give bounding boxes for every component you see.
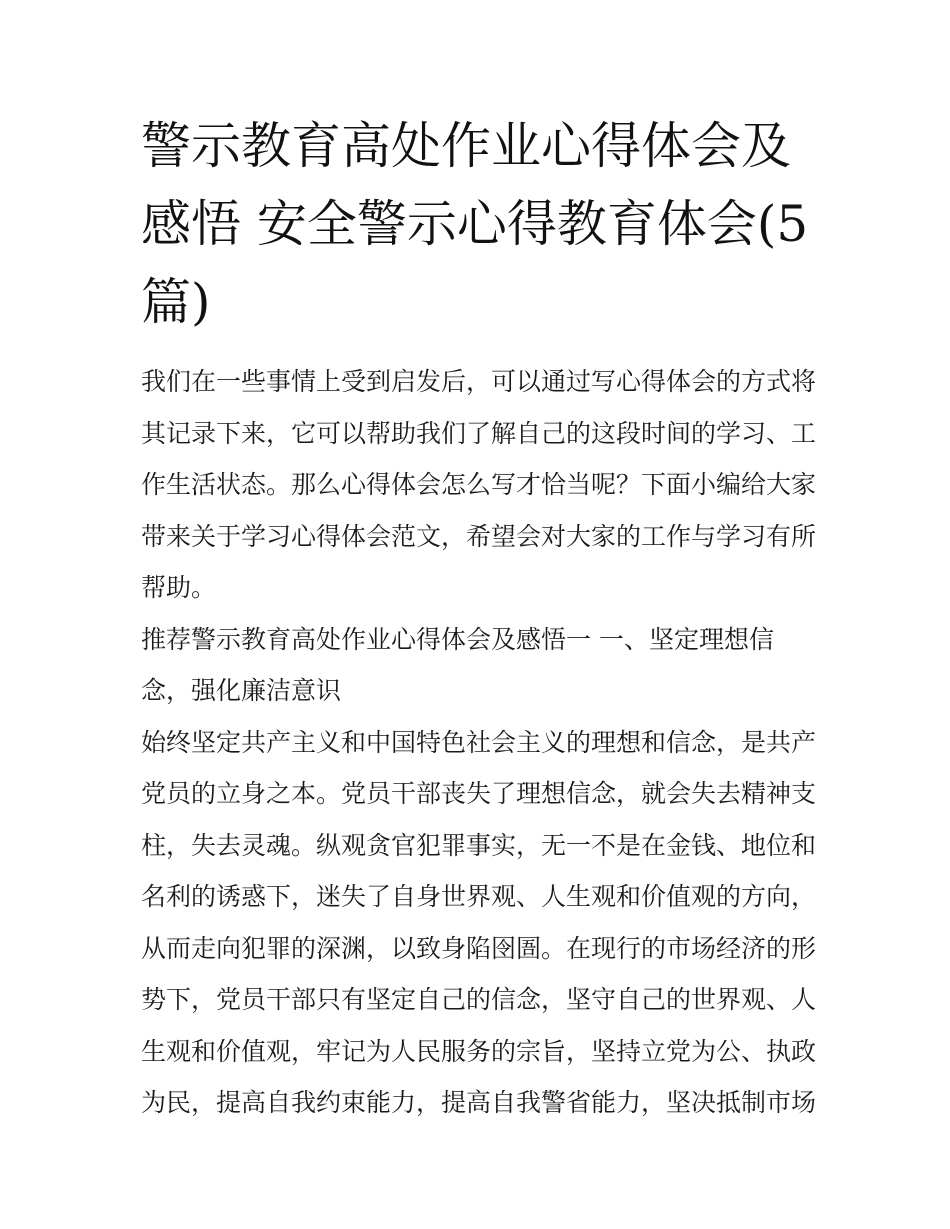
- body-line: 为民，提高自我约束能力，提高自我警省能力，坚决抵制市场: [141, 1088, 817, 1117]
- body-line: 生观和价值观，牢记为人民服务的宗旨，坚持立党为公、执政: [141, 1036, 817, 1066]
- body-line: 作生活状态。那么心得体会怎么写才恰当呢？下面小编给大家: [141, 470, 817, 499]
- document-title: [141, 107, 821, 341]
- title-line: 感悟 安全警示心得教育体会(5: [141, 195, 809, 253]
- body-line: 始终坚定共产主义和中国特色社会主义的理想和信念，是共产: [141, 727, 817, 757]
- title-line: 警示教育高处作业心得体会及: [141, 117, 791, 175]
- section-heading-line: 念，强化廉洁意识: [141, 676, 342, 705]
- title-line: 篇): [141, 273, 211, 331]
- body-line: 其记录下来，它可以帮助我们了解自己的这段时间的学习、工: [141, 418, 817, 448]
- document-body: [141, 356, 821, 1129]
- body-line: 我们在一些事情上受到启发后，可以通过写心得体会的方式将: [141, 367, 817, 396]
- body-line: 带来关于学习心得体会范文，希望会对大家的工作与学习有所: [141, 521, 817, 551]
- body-line: 势下，党员干部只有坚定自己的信念，坚守自己的世界观、人: [141, 985, 817, 1014]
- section-heading-line: 推荐警示教育高处作业心得体会及感悟一 一、坚定理想信: [141, 624, 774, 654]
- body-line: 党员的立身之本。党员干部丧失了理想信念，就会失去精神支: [141, 779, 817, 808]
- body-line: 柱，失去灵魂。纵观贪官犯罪事实，无一不是在金钱、地位和: [141, 830, 817, 860]
- body-line: 从而走向犯罪的深渊，以致身陷囹圄。在现行的市场经济的形: [141, 933, 817, 963]
- body-line: 帮助。: [141, 573, 217, 602]
- body-line: 名利的诱惑下，迷失了自身世界观、人生观和价值观的方向，: [141, 882, 817, 911]
